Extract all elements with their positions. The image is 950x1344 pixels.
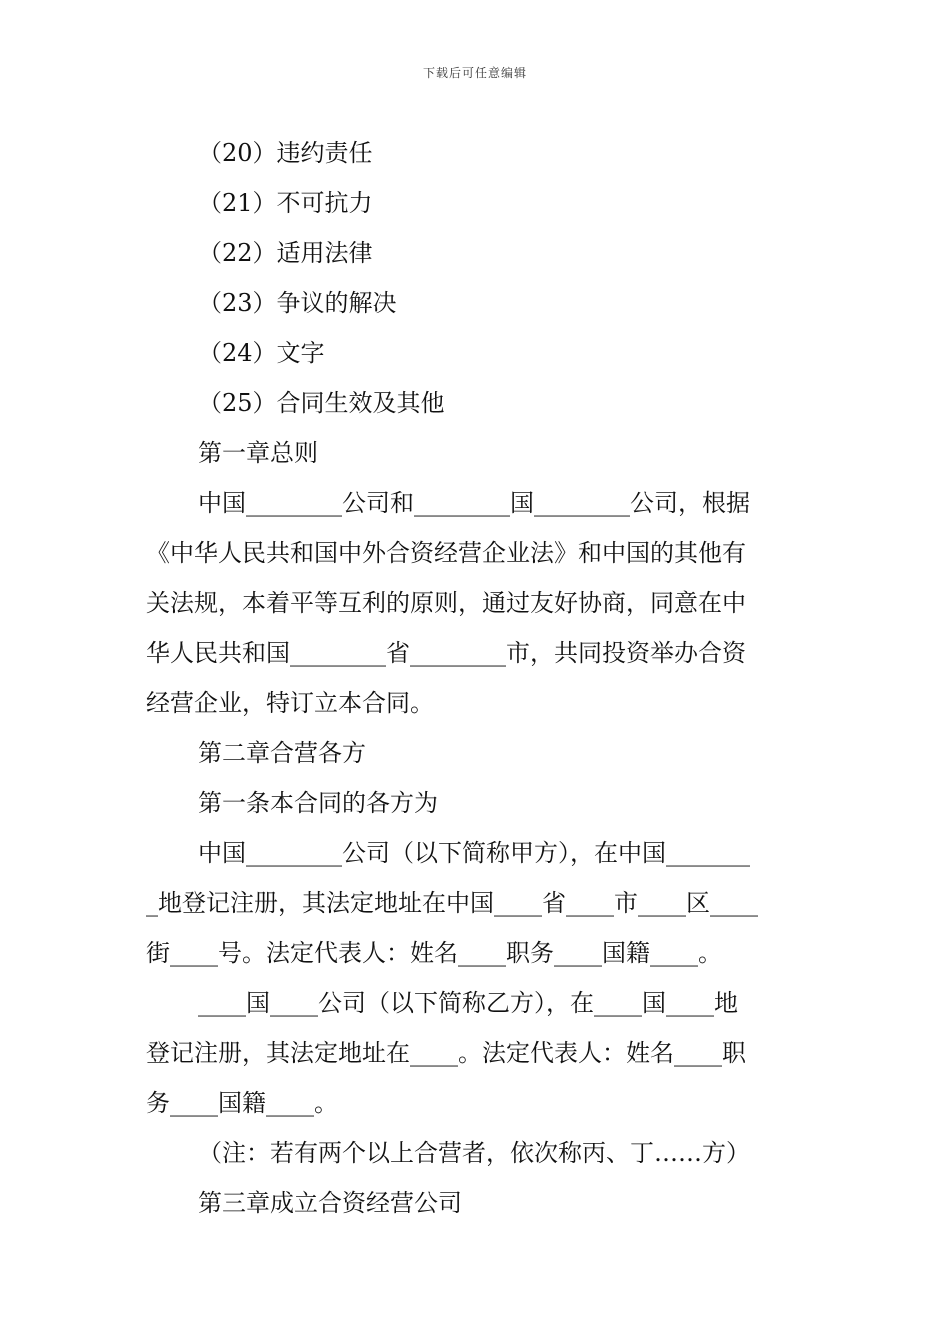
chapter-2-title: 第二章合营各方 <box>198 739 366 767</box>
party-b-line: ____国____公司（以下简称乙方），在____国____地 <box>198 989 738 1017</box>
article-1-title: 第一条本合同的各方为 <box>198 789 438 817</box>
document-body <box>146 128 806 1228</box>
chapter-1-body-line: 中国________公司和________国________公司，根据 <box>198 489 750 517</box>
toc-item-23: （23）争议的解决 <box>198 289 397 317</box>
party-b-line: 登记注册，其法定地址在____。法定代表人：姓名____职 <box>146 1039 746 1067</box>
chapter-1-body-line: 关法规，本着平等互利的原则，通过友好协商，同意在中 <box>146 589 746 617</box>
toc-item-22: （22）适用法律 <box>198 239 373 267</box>
toc-item-24: （24）文字 <box>198 339 325 367</box>
toc-item-21: （21）不可抗力 <box>198 189 373 217</box>
chapter-1-body-line: 《中华人民共和国中外合资经营企业法》和中国的其他有 <box>146 539 746 567</box>
chapter-3-title: 第三章成立合资经营公司 <box>198 1189 462 1217</box>
party-a-line: 中国________公司（以下简称甲方），在中国_______ <box>198 839 750 867</box>
party-note: （注：若有两个以上合营者，依次称丙、丁……方） <box>198 1139 750 1167</box>
party-a-line: _地登记注册，其法定地址在中国____省____市____区____ <box>146 889 758 917</box>
chapter-1-title: 第一章总则 <box>198 439 318 467</box>
party-a-line: 街____号。法定代表人：姓名____职务____国籍____。 <box>146 939 722 967</box>
chapter-1-body-line: 经营企业，特订立本合同。 <box>146 689 434 717</box>
chapter-1-body-line: 华人民共和国________省________市，共同投资举办合资 <box>146 639 746 667</box>
toc-item-25: （25）合同生效及其他 <box>198 389 445 417</box>
toc-item-20: （20）违约责任 <box>198 139 373 167</box>
party-b-line: 务____国籍____。 <box>146 1089 338 1117</box>
page-header: 下载后可任意编辑 <box>422 66 527 80</box>
